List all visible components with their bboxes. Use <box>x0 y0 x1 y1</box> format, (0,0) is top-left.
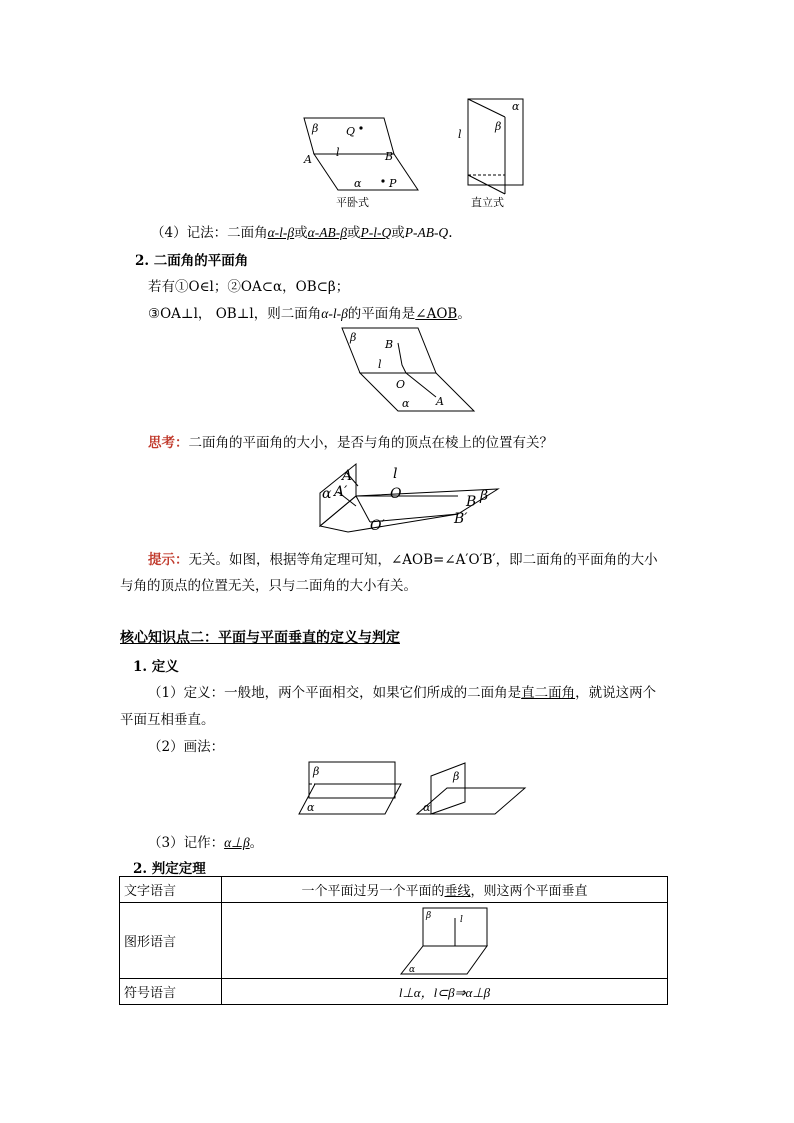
thm-alpha: α <box>408 964 415 975</box>
fig2-beta: β <box>350 331 357 344</box>
think-line: 思考：二面角的平面角的大小，是否与角的顶点在棱上的位置有关？ <box>148 435 553 451</box>
table-row <box>120 877 668 903</box>
label-beta: β <box>312 122 319 135</box>
fig3-beta: β <box>480 488 489 504</box>
hint-line-1: 提示：无关。如图，根据等角定理可知，∠AOB=∠A′O′B′，即二面角的平面角的大小 <box>148 552 658 568</box>
fig3-alpha: α <box>322 486 332 502</box>
table-header-figure: 图形语言 <box>120 903 222 979</box>
caption-lying: 平卧式 <box>336 196 369 209</box>
notate-line: （3）记作：α⊥β。 <box>148 835 264 851</box>
label-B: B <box>385 150 394 163</box>
table-row <box>120 903 668 979</box>
theorem-figure <box>395 906 495 976</box>
vertex-position-figure <box>318 462 500 534</box>
theorem-heading: 2. 判定定理 <box>133 861 206 877</box>
fig3-B: B <box>466 494 477 510</box>
label-alpha-r: α <box>512 100 520 113</box>
fig2-l: l <box>378 358 382 371</box>
hint-line-2: 与角的顶点的位置无关，只与二面角的大小有关。 <box>120 578 417 594</box>
fig3-O-prime: O′ <box>370 518 385 534</box>
definition-line-2: 平面互相垂直。 <box>120 712 215 728</box>
fig3-l: l <box>393 466 398 482</box>
table-header-symbol: 符号语言 <box>120 979 222 1005</box>
table-row <box>120 979 668 1005</box>
fig3-A: A <box>342 468 353 484</box>
fig4-alpha1: α <box>307 801 315 814</box>
fig4-alpha2: α <box>423 801 431 814</box>
core-title: 核心知识点二：平面与平面垂直的定义与判定 <box>120 630 400 646</box>
condition-line-1: 若有①O∈l；②OA⊂α，OB⊂β； <box>148 279 350 295</box>
fig2-alpha: α <box>402 397 410 410</box>
label-l-r: l <box>458 128 462 141</box>
label-P: P <box>389 177 397 190</box>
condition-line-2: ③OA⊥l， OB⊥l，则二面角α-l-β的平面角是∠AOB。 <box>148 306 471 322</box>
section-heading: 2. 二面角的平面角 <box>135 253 249 269</box>
fig3-A-prime: A′ <box>334 484 348 500</box>
caption-standing: 直立式 <box>471 196 504 209</box>
figure-language-cell <box>222 903 668 979</box>
symbol-language-cell: l⊥α，l⊂β⇒α⊥β <box>222 979 668 1005</box>
fig4-beta2: β <box>453 770 460 783</box>
label-Q: Q <box>346 125 356 138</box>
label-l: l <box>336 146 340 159</box>
thm-l: l <box>459 914 463 925</box>
notation-line: （4）记法：二面角α-l-β或α-AB-β或P-l-Q或P-AB-Q. <box>151 225 453 241</box>
fig3-B-prime: B′ <box>454 511 468 527</box>
theorem-table <box>119 876 668 1005</box>
text-language-cell: 一个平面过另一个平面的垂线，则这两个平面垂直 <box>222 877 668 903</box>
drawing-label: （2）画法： <box>148 739 225 755</box>
label-A: A <box>304 153 312 166</box>
fig4-beta1: β <box>313 765 320 778</box>
table-header-text: 文字语言 <box>120 877 222 903</box>
dihedral-figures <box>290 92 540 212</box>
definition-line-1: （1）定义：一般地，两个平面相交，如果它们所成的二面角是直二面角，就说这两个 <box>148 685 657 701</box>
plane-angle-figure <box>340 325 480 415</box>
perpendicular-planes-figure <box>295 758 530 820</box>
fig2-A: A <box>436 395 444 408</box>
label-alpha: α <box>354 177 362 190</box>
definition-heading: 1. 定义 <box>133 659 179 675</box>
fig2-B: B <box>385 338 394 351</box>
fig2-O: O <box>396 378 406 391</box>
thm-beta: β <box>425 910 431 921</box>
label-beta-r: β <box>495 120 502 133</box>
fig3-O: O <box>390 486 402 502</box>
